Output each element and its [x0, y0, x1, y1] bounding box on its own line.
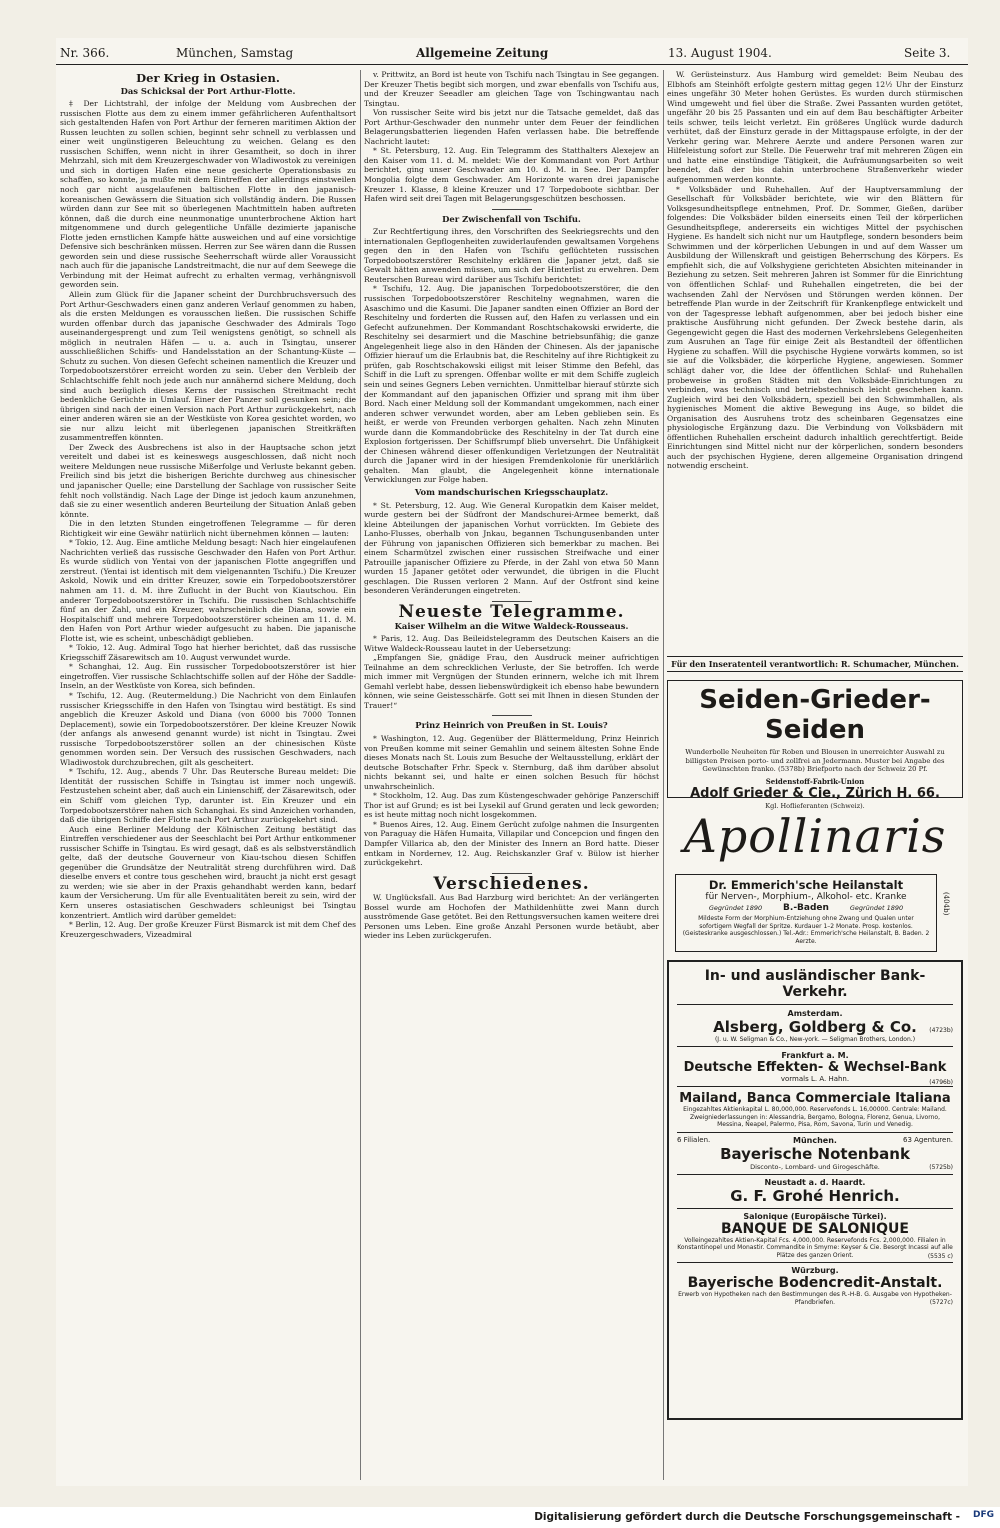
paragraph: * Washington, 12. Aug. Gegenüber der Blättermeldung, Prinz Heinrich von Preußen komme mit seiner Gemahlin und seinem ältesten Sohne Ende dieses Monats nach St. Louis zum Besuche der Weltausstellung, erklärt der deutsche Botschafter Frhr. Speck v. Sternburg, daß ihm darüber absolut nichts bekannt sei, und halte er einen solchen Besuch für höchst unwahrscheinlich. — [364, 734, 659, 791]
section-heading: Neueste Telegramme. — [398, 601, 625, 622]
paragraph: * Schanghai, 12. Aug. Ein russischer Torpedobootszerstörer ist hier eingetroffen. Vier russische Schlachtschiffe sollen auf der Höhe der Saddle-Inseln, an der Westküste von Korea, sich befinden. — [60, 662, 356, 691]
bank-title: In- und ausländischer Bank-Verkehr. — [677, 968, 953, 1005]
footer-text: Digitalisierung gefördert durch die Deutsche Forschungsgemeinschaft - — [534, 1511, 960, 1523]
paragraph: * Tschifu, 12. Aug. (Reutermeldung.) Die Nachricht von dem Einlaufen russischer Kriegsschiffe in den Hafen von Tsingtau wird bestätigt. Es sind angeblich die Kreuzer Askold und Diana (von 6000 bis 7000 Tonnen Deplacement), sowie ein Torpedobootszerstörer. Der kleine Kreuzer Nowik (der anfangs als anwesend genannt wurde) ist nicht in Tsingtau. Zwei russische Torpedobootszerstörer sollen an der chinesischen Küste genommen worden sein. Der Versuch des russischen Geschwaders, nach Wladiwostok durchzubrechen, gilt als gescheitert. — [60, 691, 356, 767]
bank-ad — [667, 960, 963, 1420]
page-header — [56, 44, 968, 65]
ad-union: Seidenstoff-Fabrik-Union — [765, 776, 865, 786]
article-subheading: Kaiser Wilhelm an die Witwe Waldeck-Rousseaus. — [394, 620, 629, 631]
paragraph: * Paris, 12. Aug. Das Beileidstelegramm des Deutschen Kaisers an die Witwe Waldeck-Rousseau lautet in der Uebersetzung: — [364, 634, 659, 653]
paragraph: W. Gerüsteinsturz. Aus Hamburg wird gemeldet: Beim Neubau des Elbhofs am Steinhöft erfolgte gestern mittag gegen 12½ Uhr der Einsturz eines ungefähr 30 Meter hohen Gerüstes. Es wurden durch stürmischen Wind umgeweht und fiel über die Straße. Zwei Passanten wurden getötet, ungefähr 20 bis 25 Passanten und ein auf dem Bau beschäftigter Arbeiter teils schwer, teils leicht verletzt. Ein größeres Unglück wurde dadurch verhütet, daß der Einsturz gerade in der Mittagspause erfolgte, in der der Verkehr gering war. Mehrere Aerzte und andere Personen waren zur Hilfeleistung sofort zur Stelle. Die Feuerwehr traf mit mehreren Zügen ein und hatte eine einstündige Tätigkeit, die Aufräumungsarbeiten so weit beendet, daß der bis dahin unterbrochene Straßenverkehr wieder aufgenommen werden konnte. — [667, 70, 963, 185]
paragraph: * Tschifu, 12. Aug. Die japanischen Torpedobootszerstörer, die den russischen Torpedobootszerstörer Reschitelny wegnahmen, waren die Asaschimo und die Kasumi. Die Japaner sandten einen Offizier an Bord der Reschitelny und forderten die Russen auf, den Hafen zu verlassen und ein Gefecht aufzunehmen. Der Kommandant Roschtschakowski erwiderte, die Reschitelny sei desarmiert und die Maschine betriebsunfähig; die ganze Angelegenheit liege also in den Händen der Chinesen. Als der japanische Offizier hierauf um die Erlaubnis bat, die Reschitelny auf ihre Richtigkeit zu prüfen, gab Roschtschakowski eiligst mit leiser Stimme den Befehl, das Schiff in die Luft zu sprengen. Offenbar wollte er mit dem Schiffe zugleich sein und seines Gegners Leben vernichten. Unmittelbar hierauf stürzte sich der Kommandant auf den japanischen Offizier und sprang mit ihm über Bord. Nach einer Meldung soll der Kommandant umgekommen, nach einer anderen schwer verwundet worden, aber am Leben geblieben sein. Es heißt, er werde von Freunden verborgen gehalten. Nach zehn Minuten wurde dann die Kommandobrücke des Reschitelny in der Tat durch eine Explosion fortgerissen. Der Schiffsrumpf blieb unversehrt. Die Unfähigkeit der Chinesen während dieser offenkundigen Verletzungen der Neutralität durch die Japaner wird in der hiesigen Fremdenkolonie für unerklärlich gehalten. Man glaubt, die Angelegenheit könne internationale Verwicklungen zur Folge haben. — [364, 284, 659, 485]
bank-entry: Würzburg. Bayerische Bodencredit-Anstalt. Erwerb von Hypotheken nach den Bestimmungen des R.-H-B. G. Ausgabe von Hypotheken-Pfandbriefen. (5727c) — [678, 1266, 953, 1306]
advertising-responsible-line: Für den Inseratenteil verantwortlich: R. Schumacher, München. — [667, 656, 963, 672]
bank-entry: Frankfurt a. M. Deutsche Effekten- & Wechsel-Bank (4796b) vormals L. A. Hahn. — [677, 1051, 953, 1087]
ad-subtitle: für Nerven-, Morphium-, Alkohol- etc. Kranke — [705, 892, 907, 902]
paragraph: Zur Rechtfertigung ihres, den Vorschriften des Seekriegsrechts und den internationalen Gepflogenheiten zuwiderlaufenden gewaltsamen Vorgehens gegen den in den Hafen von Tschifu geflüchteten russischen Torpedobootszerstörer Reschitelny erklären die Japaner jetzt, daß sie Gewalt hätten anwenden müssen, um sich der Hinterlist zu erwehren. Dem Reuterschen Bureau wird darüber aus Tschifu berichtet: — [364, 227, 659, 284]
ad-firm: Adolf Grieder & Cie., Zürich H. 66. — [690, 785, 940, 801]
column-2 — [364, 70, 659, 1485]
paragraph: * Tschifu, 12. Aug., abends 7 Uhr. Das Reutersche Bureau meldet: Die Identität der russischen Schiffe in Tsingtau ist immer noch ungewiß. Festzustehen scheint aber, daß auch ein Linienschiff, der Zäsarewitsch, oder ein Schiff vom gleichen Typ, darunter ist. Ein Kreuzer und ein Torpedobootszerstörer nahen sich Schanghai. Es sind Anzeichen vorhanden, daß die übrigen Schiffe der Flotte nach Port Arthur zurückgekehrt sind. — [60, 767, 356, 825]
place-day: München, Samstag — [176, 46, 294, 60]
grieder-ad — [667, 680, 963, 810]
article-subheading: Vom mandschurischen Kriegsschauplatz. — [414, 486, 609, 497]
bank-agenturen: 63 Agenturen. — [903, 1135, 953, 1144]
ad-place: B.-Baden — [783, 903, 829, 913]
footer-bar — [0, 1507, 1000, 1528]
bank-filialen: 6 Filialen. — [677, 1135, 711, 1144]
section-heading: Der Krieg in Ostasien. — [136, 71, 280, 85]
paragraph: ‡ Der Lichtstrahl, der infolge der Meldung vom Ausbrechen der russischen Flotte aus dem zu einem immer gefährlicheren Aufenthaltsort sich gestaltenden Hafen von Port Arthur der ferneren maritimen Aktion der Russen leuchten zu sollen schien, beginnt sehr schnell zu verblassen und einer weit ungünstigeren Beleuchtung zu weichen. Gelang es den russischen Schiffen, wenn nicht in ihrer Gesamtheit, so doch in ihrer Mehrzahl, sich mit dem Kreuzergeschwader von Wladiwostok zu vereinigen und sich in dortigen Hafen eine neue gesicherte Operationsbasis zu schaffen, so konnte, ja mußte mit dem Eintreffen der allerdings einstweilen noch gar nicht ausgelaufenen baltischen Flotte in den japanisch-koreanischen Gewässern die Situation sich vollständig ändern. Die Russen würden dann zur See mit so überlegenen Machtmitteln haben auftreten können, daß die durch eine neunmonatige ununterbrochene Aktion hart mitgenommene und durch gelegentliche Unfälle dezimierte japanische Flotte jeden ernstlichen Kampfe hätte ausweichen und auf eine vorsichtige Defensive sich beschränken müssen. Herren zur See wären dann die Russen geworden sein und diese russische Seeherrschaft würde aller Voraussicht nach auch für die japanische Landstreitmacht, die nur auf dem Seewege die Verbindung mit der Heimat aufrecht zu erhalten vermag, verhängnisvoll geworden sein. — [60, 99, 356, 290]
paragraph: Allein zum Glück für die Japaner scheint der Durchbruchsversuch des Port Arthur-Geschwaders einen ganz anderen Verlauf genommen zu haben, als die ersten Meldungen es vorausschen ließen. Die russischen Schiffe wurden offenbar durch das japanische Geschwader des Admirals Togo auseinandergesprengt und zum Teil wenigstens genötigt, so schnell als möglich in neutralen Häfen — u. a. auch in Tsingtau, unserer ausschließlichen Schiffs- und Handelsstation an der Schantung-Küste — Schutz zu suchen. Von diesen Gefecht scheinen namentlich die Kreuzer und Torpedobootszerstörer erreicht worden zu sein. Ueber den Verbleib der Schlachtschiffe fehlt noch jede auch nur annähernd sichere Meldung, doch sind auch bezüglich dieses Kerns der russischen Streitmacht recht bedenkliche Gerüchte in Umlauf. Einer der Panzer soll gesunken sein; die übrigen sind nach der einen Version nach Port Arthur zurückgekehrt, nach einer anderen wären sie an der Westküste von Korea gesichtet worden, wo sie nur allzu leicht mit überlegenen japanischen Streitkräften zusammentreffen könnten. — [60, 290, 356, 443]
paragraph: * Tokio, 12. Aug. Eine amtliche Meldung besagt: Nach hier eingelaufenen Nachrichten verließ das russische Geschwader den Hafen von Port Arthur. Es wurde südlich von Yentai von der japanischen Flotte angegriffen und zerstreut. (Yentai ist identisch mit dem vielgenannten Tschifu.) Die Kreuzer Askold, Nowik und ein dritter Kreuzer, sowie ein Torpedobootszerstörer nahmen am 11. d. M. ihre Zuflucht in der Bucht von Kiautschou. Ein anderer Torpedobootszerstörer in Tschifu. Die russischen Schlachtschiffe fünf an der Zahl, und ein Kreuzer, wahrscheinlich die Diana, sowie ein Hospitalschiff und mehrere Torpedobootszerstörer scheinen am 11. d. M. den Hafen von Port Arthur wieder aufgesucht zu haben. Die japanische Flotte ist, wie es scheint, unbeschädigt geblieben. — [60, 538, 356, 643]
ad-text: Mildeste Form der Morphium-Entziehung ohne Zwang und Qualen unter sofortigem Wegfall der Spritze. Kurdauer 1–2 Monate. Prosp. kostenlos. (Geisteskranke ausgeschlossen.) Tel.-Adr.: Emmerich'sche Heilanstalt, B. Baden. 2 Aerzte. — [682, 915, 930, 945]
ad-title: Seiden-Grieder-Seiden — [699, 685, 931, 745]
ad-title: Dr. Emmerich'sche Heilanstalt — [708, 878, 904, 892]
paragraph: * Buenos Aires, 12. Aug. Einem Gerücht zufolge nahmen die Insurgenten von Paraguay die Häfen Humaita, Villapilar und Concepcion und fingen den Dampfer Villarica ab, den der Minister des Innern an Bord hatte. Dieser entkam in Nordernev, 12. Aug. Reichskanzler Graf v. Bülow ist hierher zurückgekehrt. — [364, 819, 659, 868]
paragraph: W. Unglücksfall. Aus Bad Harzburg wird berichtet: An der verlängerten Bossel wurde am Hochofen der Mathildenhütte zwei Mann durch ausströmende Gase getötet. Bei den Rettungsversuchen kamen weitere drei Personen ums Leben. Eine große Anzahl Personen wurde betäubt, aber wieder ins Leben zurückgerufen. — [364, 893, 659, 941]
ad-code: (404b) — [942, 892, 950, 916]
paragraph: * Volksbäder und Ruhehallen. Auf der Hauptversammlung der Gesellschaft für Volksbäder berichtete, wie wir den Blättern für Volksgesundheitspflege entnehmen, Prof. Dr. Sommer, Gießen, darüber folgendes: Die Volksbäder bilden einerseits einen Teil der körperlichen Gesundheitspflege, andererseits ein wichtiges Mittel der psychischen Hygiene. Es handelt sich nicht nur um Hautpflege, sondern besonders beim Schwimmen und der körperlichen Uebungen in und auf dem Wasser um Ausbildung der Willenskraft und geistigen Beherrschung des Körpers. Es empfiehlt sich, die auf Volkshygiene gerichteten Absichten miteinander in Beziehung zu setzen. Seit mehreren Jahren ist Sommer für die Einrichtung von öffentlichen Schlaf- und Ruhehallen eingetreten, die bei der wachsenden Zahl der Nervösen und Störungen werden können. Der betreffende Plan wurde in der Zeitschrift für Krankenpflege entwickelt und von der Tagespresse lebhaft aufgenommen, aber bei jedoch bisher eine praktische Ausführung nicht gefunden. Der Zweck bestehe darin, als Gegengewicht gegen die Hast des modernen Verkehrslebens Gelegenheiten zum Ausruhen an Tage für einige Zeit als Bestandteil der öffentlichen Hygiene zu schaffen. Will die psychische Hygiene vorwärts kommen, so ist sie auf die Volksbäder, die körperliche Hygiene, angewiesen. Sommer schlägt daher vor, die Idee der öffentlichen Schlaf- und Ruhehallen probeweise in großen Städten mit den Volksbäde-Einrichtungen zu verbinden, was technisch und betriebstechnisch leicht geschehen kann. Zugleich wird bei den Volksbädern, speziell bei den Schwimmhallen, als hygienisches Moment die aktive Bewegung ins Auge, so bildet die Organisation des Ausruhens trotz des scheinbaren Gegensatzes eine physiologische Ergänzung dazu. Die Verbindung von Volksbädern mit öffentlichen Ruhehallen erscheint dadurch inhaltlich gerechtfertigt. Beide Einrichtungen sind Mittel nicht nur der körperlichen, sondern besonders auch der psychischen Hygiene, deren allgemeine Organisation dringend notwendig erscheint. — [667, 184, 963, 471]
paragraph: Die in den letzten Stunden eingetroffenen Telegramme — für deren Richtigkeit wir eine Gewähr natürlich nicht übernehmen können — lauten: — [60, 519, 356, 538]
bank-entry: Mailand, Banca Commerciale Italiana Eingezahltes Aktienkapital L. 80,000,000. Reservefonds L. 16,00000. Centrale: Mailand. Zweigniederlassungen in: Alessandria, Bergamo, Bologna, Florenz, Genua, Livorno, Messina, Neapel, Palermo, Pisa, Rom, Savona, Turin und Venedig. — [677, 1091, 953, 1133]
ad-text: Wunderbolle Neuheiten für Roben und Blousen in unerreichter Auswahl zu billigsten Preisen porto- und zollfrei an Jedermann. Muster bei Angabe des Gewünschten franko. (5378b) Briefporto nach der Schweiz 20 Pf. — [685, 748, 945, 773]
column-divider — [663, 70, 664, 1480]
column-1 — [60, 70, 356, 1485]
paragraph: Der Zweck des Ausbrechens ist also in der Hauptsache schon jetzt vereitelt und dabei ist es keineswegs ausgeschlossen, daß nicht noch weitere Meldungen neue russische Mißerfolge und Verluste bekannt geben. Freilich sind bis jetzt die bisherigen Berichte durchweg aus chinesischer und japanischer Quelle; eine Darstellung der Sachlage von russischer Seite fehlt noch vollständig. Nach Lage der Dinge ist jedoch kaum anzunehmen, daß sie zu einer wesentlich anderen Beurteilung der Situation Anlaß geben könnte. — [60, 442, 356, 519]
ad-founded: Gegründet 1890 — [708, 904, 763, 912]
paragraph: „Empfangen Sie, gnädige Frau, den Ausdruck meiner aufrichtigen Teilnahme an dem schrecklichen Verluste, der Sie betroffen. Ich werde mich immer mit Vergnügen der Stunden erinnern, welche ich mit Ihrem Gemahl verlebt habe, dessen liebenswürdigkeit ich ebenso habe bewundern können, wie seine Geistesschärfe. Gott sei mit Ihnen in diesen Stunden der Trauer!“ — [364, 653, 659, 710]
bank-entry: Amsterdam. Alsberg, Goldberg & Co. (4723b) (J. u. W. Seligman & Co., New-york. — Seligman Brothers, London.) — [677, 1009, 953, 1047]
article-subheading: Prinz Heinrich von Preußen in St. Louis? — [415, 720, 608, 731]
page-number: Seite 3. — [904, 46, 951, 60]
paragraph: * Stockholm, 12. Aug. Das zum Küstengeschwader gehörige Panzerschiff Thor ist auf Grund; es ist bei Lysekil auf Grund geraten und leck geworden; es ist heute mittag noch nicht losgekommen. — [364, 791, 659, 820]
article-subheading: Das Schicksal der Port Arthur-Flotte. — [120, 85, 296, 96]
bank-entry: Neustadt a. d. Haardt. G. F. Grohé Henrich. — [677, 1178, 953, 1209]
issue-date: 13. August 1904. — [668, 46, 772, 60]
bank-entry: Salonique (Europäische Türkei). BANQUE DE SALONIQUE Volleingezahltes Aktien-Kapital Fcs. 4,000,000. Reservefonds Fcs. 2,000,000. Filialen in Konstantinopel und Monastir. Commandite in Smyrne: Keyser & Cie. Besorgt Incassi auf alle Plätze des ganzen Orient. (5535 c) — [677, 1212, 953, 1264]
divider — [492, 209, 532, 210]
dfg-logo: DFG — [972, 1510, 994, 1520]
apollinaris-ad: Apollinaris — [683, 809, 947, 863]
divider — [492, 715, 532, 716]
section-heading: Verschiedenes. — [433, 873, 590, 894]
paragraph: * St. Petersburg, 12. Aug. Ein Telegramm des Statthalters Alexejew an den Kaiser vom 11. d. M. meldet: Wie der Kommandant von Port Arthur berichtet, ging unser Geschwader am 10. d. M. in See. Der Dampfer Mongolia folgte dem Geschwader. Am Horizonte waren drei japanische Kreuzer 1. Klasse, 8 kleine Kreuzer und 17 Torpedoboote sichtbar. Der Hafen wird seit drei Tagen mit Belagerungsgeschützen beschossen. — [364, 146, 659, 204]
column-divider — [360, 70, 361, 1480]
paragraph: * Tokio, 12. Aug. Admiral Togo hat hierher berichtet, daß das russische Kriegsschiff Zäsarewitsch am 10. August verwundet wurde. — [60, 643, 356, 662]
issue-number: Nr. 366. — [60, 46, 110, 60]
paragraph: v. Prittwitz, an Bord ist heute von Tschifu nach Tsingtau in See gegangen. Der Kreuzer Thetis begibt sich morgen, und zwar ebenfalls von Tschifu aus, und der Kreuzer Seeadler am gleichen Tage von Tschingwantau nach Tsingtau. — [364, 70, 659, 108]
ad-sub: Kgl. Hoflieferanten (Schweiz). — [765, 801, 865, 810]
bank-entry: 6 Filialen. 63 Agenturen. München. Bayerische Notenbank (5725b) Disconto-, Lombard- und Girogeschäfte. — [677, 1136, 953, 1175]
paragraph: Auch eine Berliner Meldung der Kölnischen Zeitung bestätigt das Eintreffen verschiedener aus der Seeschlacht bei Port Arthur entkommener russischer Schiffe in Tsingtau. Es wird gesagt, daß es als selbstverständlich gelte, daß der deutsche Gouverneur von Kiau-tschou diesen Schiffen gegenüber die Grundsätze der Neutralität streng durchführen wird. Daß dieselbe envers et contre tous geschehen wird, braucht ja nicht erst gesagt zu werden; wie sie aber in der Praxis gehandhabt werden kann, bedarf kaum der Versicherung. Um für alle Eventualitäten bereit zu sein, wird der Kern unseres ostasiatischen Geschwaders schleunigst bei Tsingtau konzentriert. Amtlich wird darüber gemeldet: — [60, 824, 356, 920]
article-subheading: Der Zwischenfall von Tschifu. — [442, 213, 581, 224]
paragraph: Von russischer Seite wird bis jetzt nur die Tatsache gemeldet, daß das Port Arthur-Geschwader den nunmehr unter dem Feuer der feindlichen Belagerungsbatterien liegenden Hafen verlassen habe. Die betreffende Nachricht lautet: — [364, 108, 659, 146]
newspaper-title: Allgemeine Zeitung — [416, 46, 549, 60]
column-3-text — [667, 70, 963, 645]
ad-founded: Gegründet 1890 — [849, 904, 904, 912]
emmerich-ad — [675, 874, 937, 952]
paragraph: * St. Petersburg, 12. Aug. Wie General Kuropatkin dem Kaiser meldet, wurde gestern bei der Südfront der Mandschurei-Armee bemerkt, daß kleine Abteilungen der japanischen Vorhut vorrückten. Im Gebiete des Lanho-Flusses, oberhalb von Jnkau, begannen Tschungusenbanden unter der Führung von japanischen Offizieren sich bemerkbar zu machen. Bei einem Scharmützel zwischen einer russischen Streifwache und einer Patrouille japanischer Offiziere zu Pferde, in der Zahl von etwa 50 Mann wurden 15 Japaner getötet oder verwundet, die übrigen in die Flucht geschlagen. Die Russen verloren 2 Mann. Auf der Ostfront sind keine besonderen Veränderungen eingetreten. — [364, 500, 659, 596]
paragraph: * Berlin, 12. Aug. Der große Kreuzer Fürst Bismarck ist mit dem Chef des Kreuzergeschwaders, Vizeadmiral — [60, 920, 356, 939]
